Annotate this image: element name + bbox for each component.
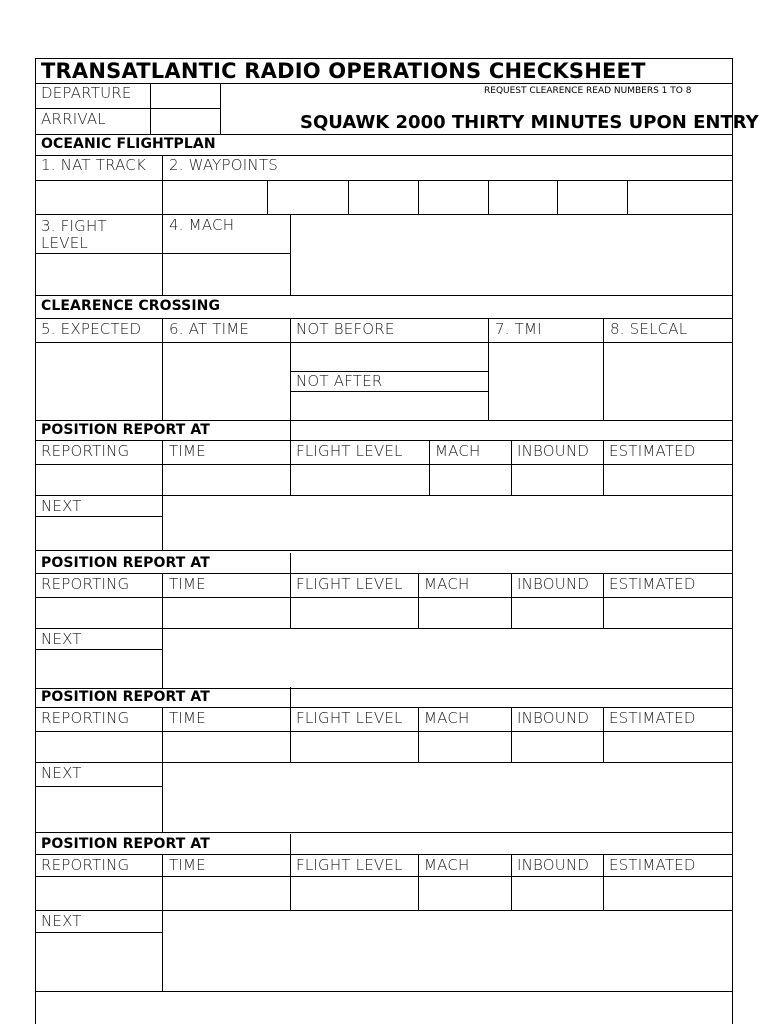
request-note: REQUEST CLEARENCE READ NUMBERS 1 TO 8 [484,86,692,96]
grid-line [35,832,733,833]
estimated-field[interactable] [604,465,732,495]
inbound-field[interactable] [512,732,603,762]
mach-label: MACH [424,575,470,593]
time-label: TIME [169,575,206,593]
time-field[interactable] [163,598,290,628]
reporting-label: REPORTING [41,856,130,874]
time-label: TIME [169,442,206,460]
estimated-field[interactable] [604,598,732,628]
not-after-field[interactable] [291,392,488,420]
grid-line [35,854,733,855]
next-label: NEXT [41,497,82,515]
not-before-field[interactable] [291,343,488,371]
flight-level-label: FLIGHT LEVEL [296,575,403,593]
reporting-field[interactable] [36,465,162,495]
estimated-label: ESTIMATED [609,709,696,727]
waypoint-field[interactable] [489,181,557,214]
inbound-label: INBOUND [517,709,590,727]
waypoint-field[interactable] [349,181,418,214]
inbound-field[interactable] [512,877,603,910]
time-field[interactable] [163,877,290,910]
expected-field[interactable] [36,343,162,420]
flight-level-field[interactable] [36,254,162,295]
waypoint-field[interactable] [628,181,732,214]
waypoint-field[interactable] [558,181,627,214]
flight-level-label: FLIGHT LEVEL [296,709,403,727]
next-notes-field[interactable] [163,911,732,991]
next-notes-field[interactable] [163,496,732,550]
inbound-field[interactable] [512,598,603,628]
reporting-label: REPORTING [41,709,130,727]
position-report-at-field[interactable] [291,688,732,707]
at-time-field[interactable] [163,343,290,420]
mach-field[interactable] [163,254,290,295]
mach-label: MACH [424,856,470,874]
position-report-at-field[interactable] [291,554,732,573]
position-report-at-field[interactable] [291,421,732,440]
at-time-label: 6. AT TIME [169,320,250,338]
form-title: TRANSATLANTIC RADIO OPERATIONS CHECKSHEET [41,59,646,83]
grid-line [35,550,733,551]
waypoint-field[interactable] [419,181,488,214]
expected-label: 5. EXPECTED [41,320,142,338]
grid-line [35,991,733,992]
estimated-field[interactable] [604,732,732,762]
grid-line [35,707,733,708]
mach-field[interactable] [419,732,511,762]
next-label: NEXT [41,764,82,782]
inbound-label: INBOUND [517,442,590,460]
inbound-label: INBOUND [517,856,590,874]
arrival-field[interactable] [151,109,220,134]
tmi-label: 7. TMI [495,320,542,338]
inbound-label: INBOUND [517,575,590,593]
estimated-field[interactable] [604,877,732,910]
arrival-label: ARRIVAL [41,110,106,128]
flight-level-label: FLIGHT LEVEL [296,856,403,874]
oceanic-heading: OCEANIC FLIGHTPLAN [41,136,216,152]
estimated-label: ESTIMATED [609,856,696,874]
mach-field[interactable] [419,877,511,910]
squawk-note: SQUAWK 2000 THIRTY MINUTES UPON ENTRY [300,112,759,133]
tmi-field[interactable] [489,343,603,420]
next-label: NEXT [41,912,82,930]
reporting-field[interactable] [36,877,162,910]
waypoints-label: 2. WAYPOINTS [169,156,278,174]
flight-level-label: FLIGHT LEVEL [296,442,403,460]
position-report-heading: POSITION REPORT AT [41,555,210,571]
not-after-label: NOT AFTER [296,372,383,390]
departure-label: DEPARTURE [41,84,132,102]
estimated-label: ESTIMATED [609,575,696,593]
clearance-heading: CLEARENCE CROSSING [41,298,221,314]
departure-field[interactable] [151,84,220,108]
reporting-field[interactable] [36,732,162,762]
flight-level-field[interactable] [291,877,418,910]
position-report-heading: POSITION REPORT AT [41,689,210,705]
flight-level-label: 3. FIGHT LEVEL [41,217,107,252]
not-before-label: NOT BEFORE [296,320,395,338]
mach-field[interactable] [419,598,511,628]
grid-line [35,440,733,441]
mach-label: MACH [424,709,470,727]
flight-level-field[interactable] [291,732,418,762]
reporting-field[interactable] [36,598,162,628]
nat-track-field[interactable] [36,181,162,214]
reporting-label: REPORTING [41,442,130,460]
flight-level-field[interactable] [291,465,429,495]
grid-line [35,573,733,574]
mach-field[interactable] [430,465,511,495]
selcal-field[interactable] [604,343,732,420]
time-field[interactable] [163,732,290,762]
next-field[interactable] [36,517,162,550]
waypoint-field[interactable] [163,181,267,214]
time-label: TIME [169,856,206,874]
next-field[interactable] [36,787,162,832]
time-field[interactable] [163,465,290,495]
next-label: NEXT [41,630,82,648]
waypoint-field[interactable] [268,181,348,214]
border-right [732,58,733,1024]
position-report-heading: POSITION REPORT AT [41,422,210,438]
selcal-label: 8. SELCAL [610,320,688,338]
next-notes-field[interactable] [163,629,732,688]
next-field[interactable] [36,650,162,688]
nat-track-label: 1. NAT TRACK [41,156,147,174]
flight-level-field[interactable] [291,598,418,628]
estimated-label: ESTIMATED [609,442,696,460]
time-label: TIME [169,709,206,727]
inbound-field[interactable] [512,465,603,495]
position-report-at-field[interactable] [291,835,732,854]
position-report-heading: POSITION REPORT AT [41,836,210,852]
mach-label: MACH [435,442,481,460]
mach-label: 4. MACH [169,216,235,234]
next-field[interactable] [36,933,162,991]
reporting-label: REPORTING [41,575,130,593]
next-notes-field[interactable] [163,763,732,832]
